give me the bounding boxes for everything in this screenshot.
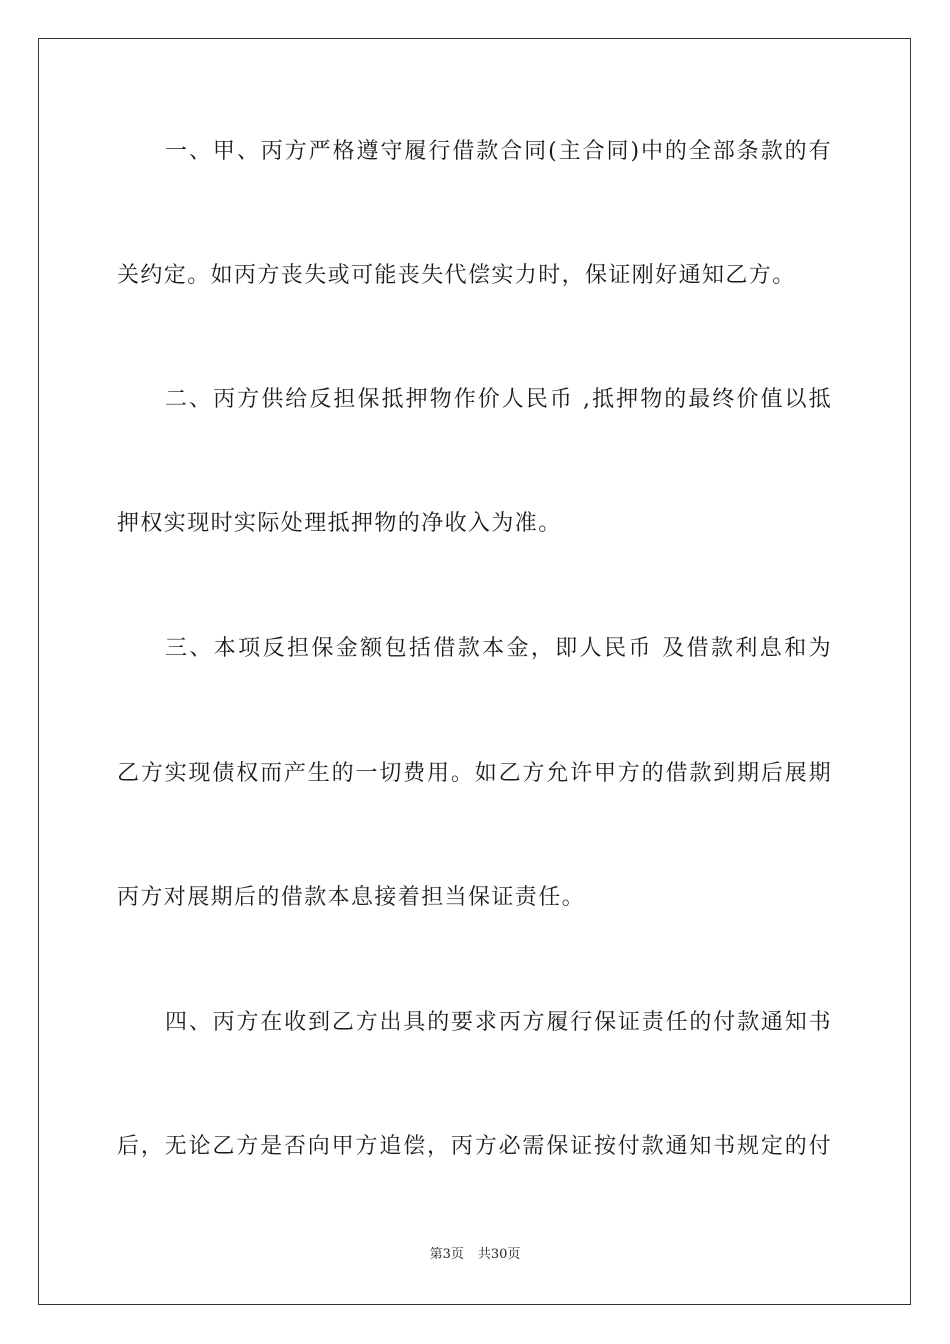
paragraph-2-line-1: 二、丙方供给反担保抵押物作价人民币 ,抵押物的最终价值以抵 bbox=[165, 387, 832, 412]
paragraph-2-line-2: 押权实现时实际处理抵押物的净收入为准。 bbox=[117, 511, 562, 536]
paragraph-3-line-2: 乙方实现债权而产生的一切费用。如乙方允许甲方的借款到期后展期 bbox=[117, 761, 832, 786]
paragraph-4-line-2: 后，无论乙方是否向甲方追偿，丙方必需保证按付款通知书规定的付 bbox=[117, 1134, 832, 1159]
paragraph-3-line-3: 丙方对展期后的借款本息接着担当保证责任。 bbox=[117, 885, 586, 910]
page-footer bbox=[0, 1246, 950, 1264]
paragraph-4-line-1: 四、丙方在收到乙方出具的要求丙方履行保证责任的付款通知书 bbox=[165, 1010, 832, 1035]
paragraph-1-line-2: 关约定。如丙方丧失或可能丧失代偿实力时，保证刚好通知乙方。 bbox=[117, 263, 796, 288]
paragraph-3-line-1: 三、本项反担保金额包括借款本金，即人民币 及借款利息和为 bbox=[165, 636, 832, 661]
page-border bbox=[38, 38, 911, 1305]
paragraph-1-line-1: 一、甲、丙方严格遵守履行借款合同(主合同)中的全部条款的有 bbox=[165, 139, 832, 164]
page-total: 共30页 bbox=[477, 1247, 521, 1262]
page-number: 第3页 bbox=[429, 1247, 464, 1262]
